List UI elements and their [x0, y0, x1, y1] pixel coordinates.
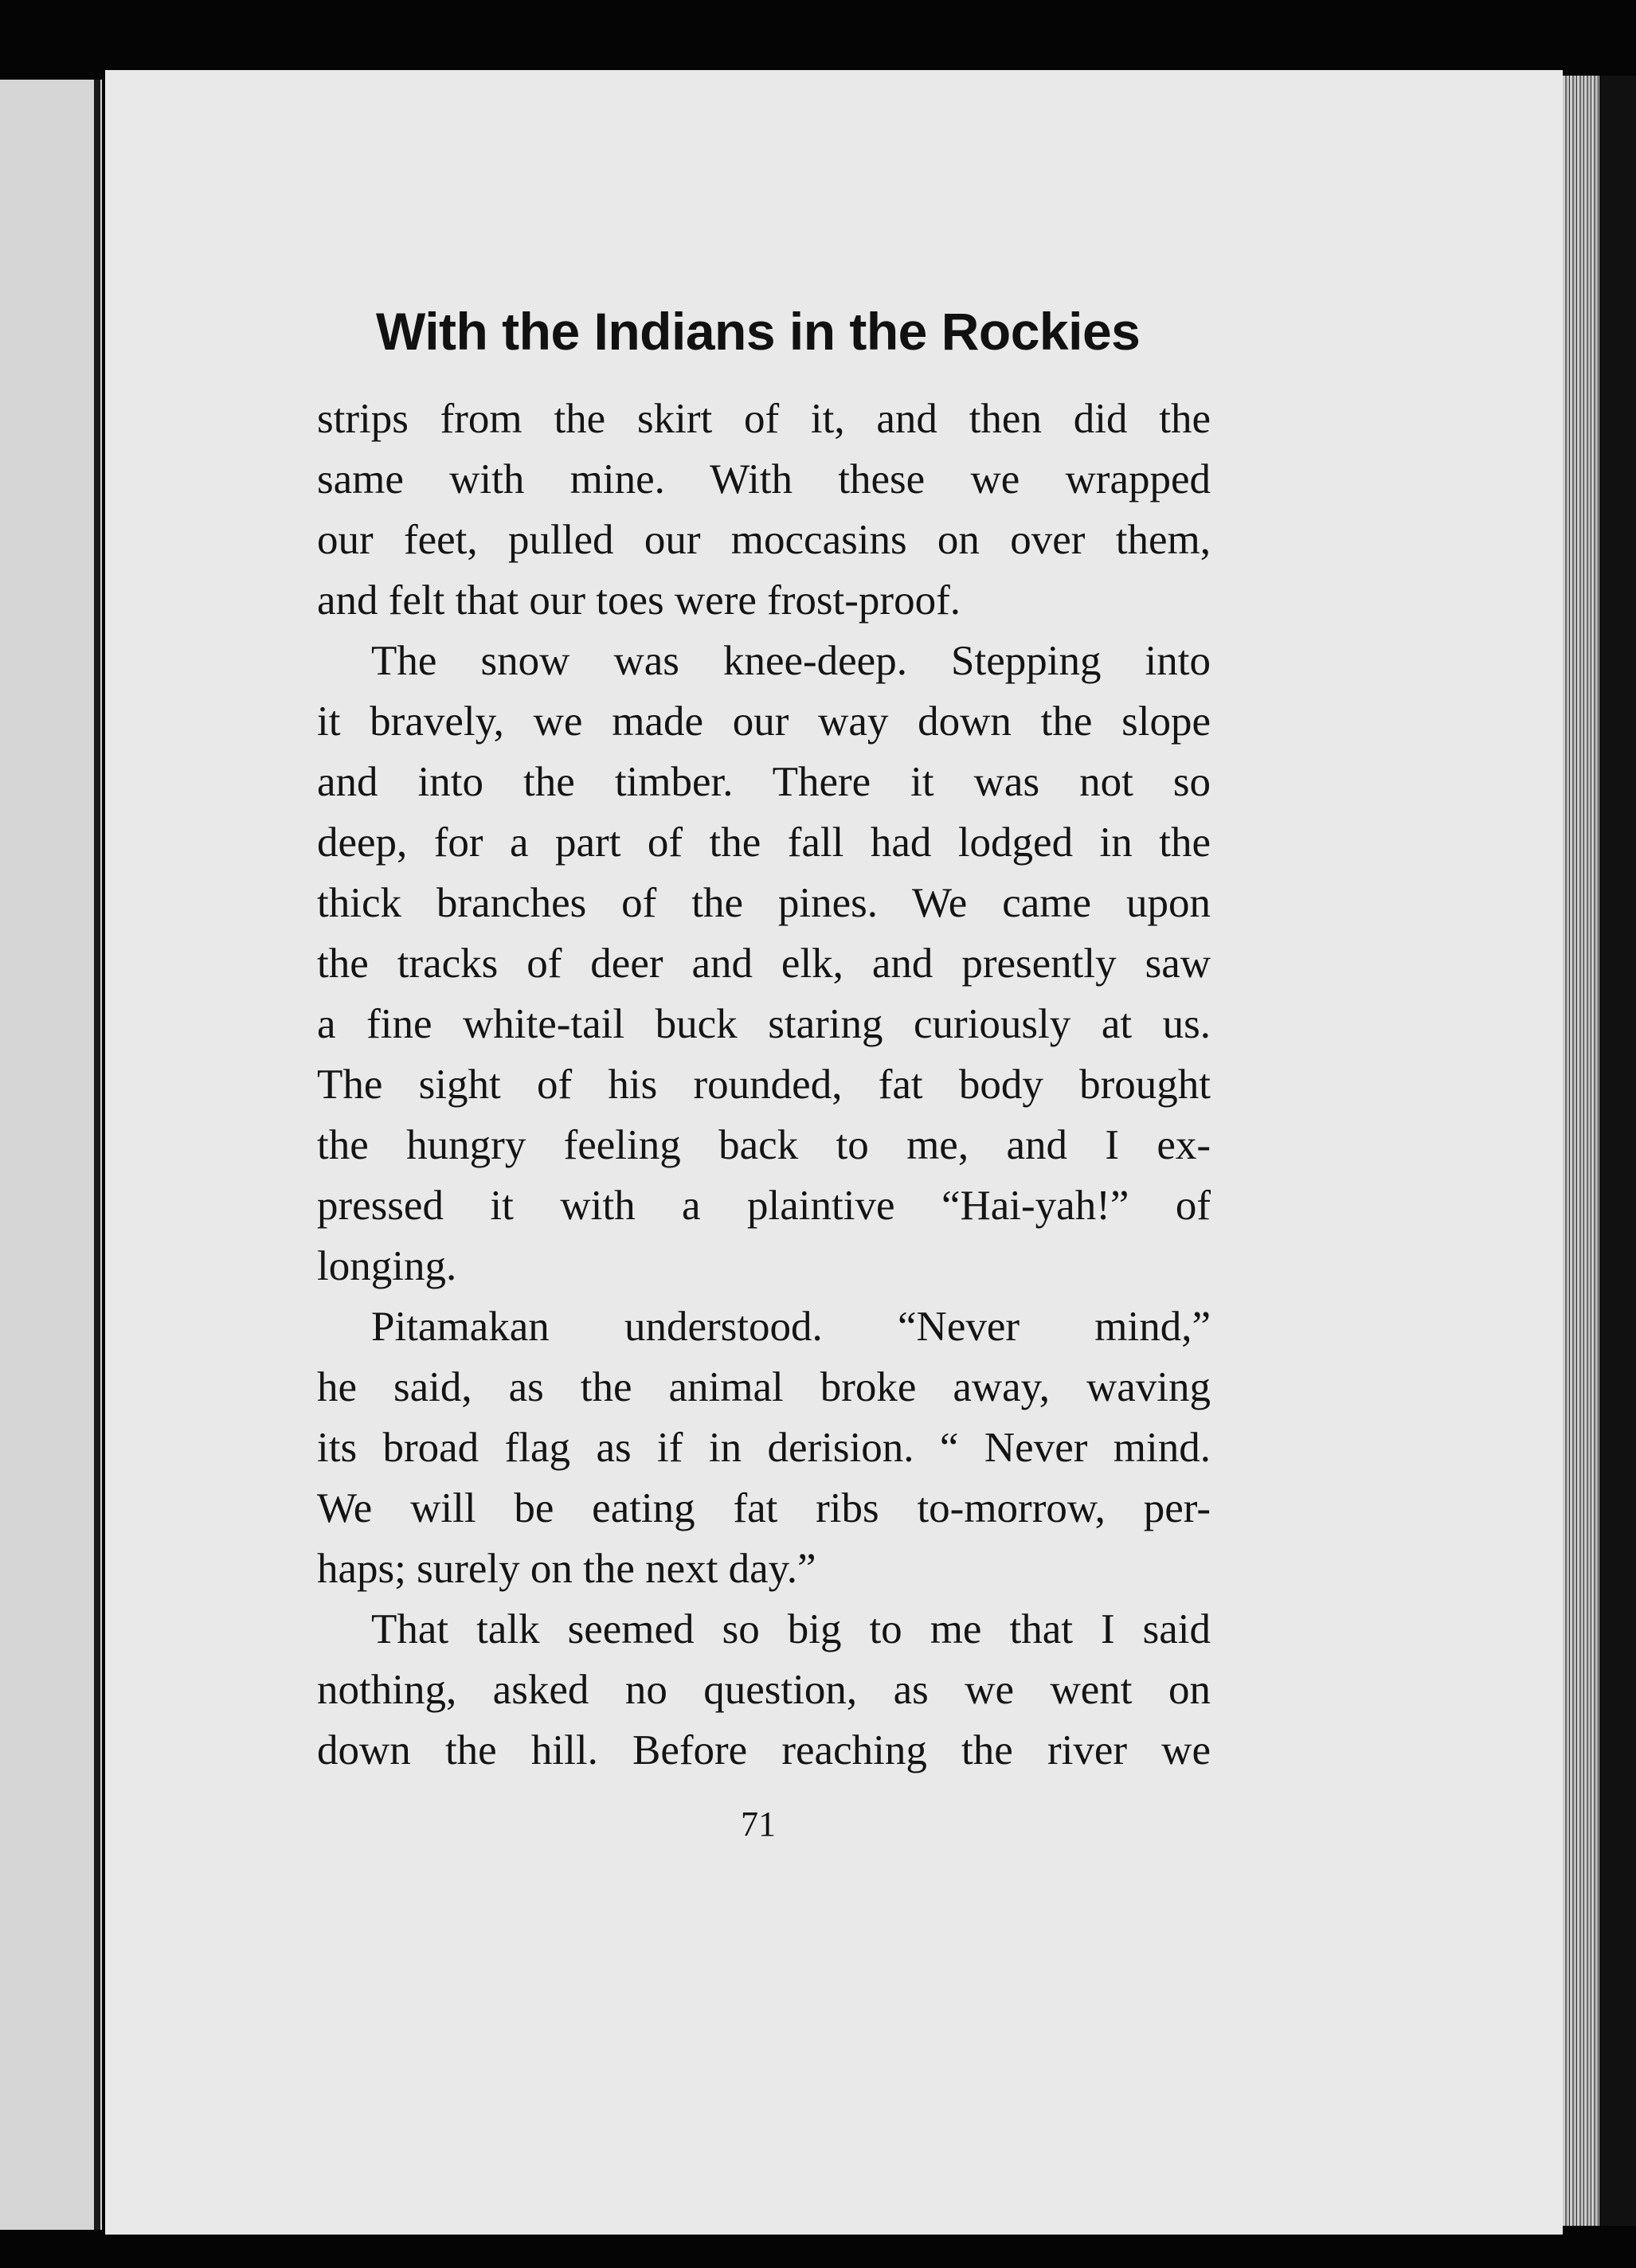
running-head: With the Indians in the Rockies [376, 302, 1141, 361]
text-line: it bravely, we made our way down the slope [317, 698, 1211, 745]
text-line: and into the timber. There it was not so [317, 759, 1211, 805]
text-line: our feet, pulled our moccasins on over them, [317, 517, 1211, 563]
text-line: a fine white-tail buck staring curiously at us. [317, 1001, 1211, 1047]
text-line: and felt that our toes were frost-proof. [317, 577, 961, 624]
book-gutter [94, 80, 100, 2230]
text-line: down the hill. Before reaching the river we [317, 1727, 1211, 1773]
text-line: longing. [317, 1243, 457, 1289]
text-line: thick branches of the pines. We came upon [317, 880, 1211, 926]
facing-page-edge [0, 80, 102, 2230]
text-line: its broad flag as if in derision. “ Never mind. [317, 1425, 1211, 1471]
text-line: haps; surely on the next day.” [317, 1546, 816, 1592]
page-stack-shadow [1599, 76, 1636, 2226]
page-stack-edge [1563, 76, 1599, 2226]
text-line: same with mine. With these we wrapped [317, 456, 1211, 502]
text-line: nothing, asked no question, as we went on [317, 1667, 1211, 1713]
text-line: The sight of his rounded, fat body brought [317, 1062, 1211, 1108]
text-line: The snow was knee-deep. Stepping into [371, 638, 1211, 684]
text-line: strips from the skirt of it, and then did the [317, 396, 1211, 442]
text-line: he said, as the animal broke away, waving [317, 1364, 1211, 1410]
text-line: That talk seemed so big to me that I said [371, 1606, 1211, 1652]
text-line: pressed it with a plaintive “Hai-yah!” of [317, 1183, 1211, 1229]
text-line: deep, for a part of the fall had lodged in the [317, 819, 1211, 866]
text-line: the tracks of deer and elk, and presently saw [317, 940, 1211, 987]
text-line: We will be eating fat ribs to-morrow, per- [317, 1485, 1211, 1531]
text-line: Pitamakan understood. “Never mind,” [371, 1304, 1211, 1350]
body-text [317, 389, 1211, 1781]
page-number: 71 [741, 1805, 776, 1844]
text-line: the hungry feeling back to me, and I ex- [317, 1122, 1211, 1168]
